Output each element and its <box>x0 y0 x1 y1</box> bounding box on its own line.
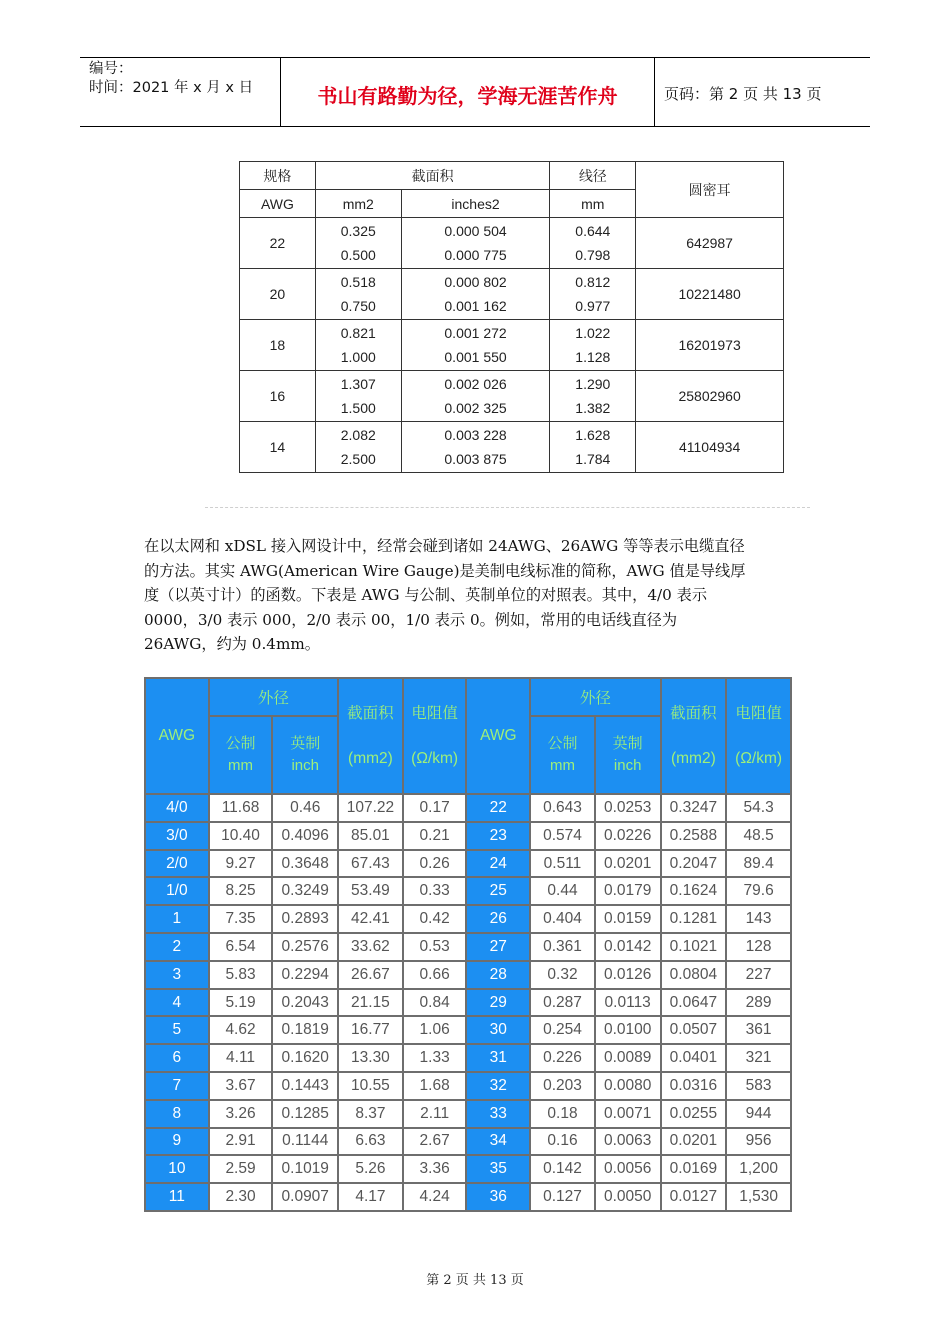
resistance-cell: 89.4 <box>727 851 790 877</box>
table-header-diameter: 线径 <box>550 162 636 190</box>
diameter-mm-cell: 0.18 <box>531 1101 594 1127</box>
table-row <box>146 934 790 960</box>
awg-cell: 32 <box>467 1073 529 1099</box>
diameter-mm-cell: 9.27 <box>210 851 272 877</box>
diameter-inch-cell: 0.0100 <box>596 1017 660 1043</box>
cell-value: 0.001 162 <box>444 298 507 314</box>
awg-description-paragraph <box>144 534 816 657</box>
awg-cell: 2 <box>146 934 208 960</box>
table-header-imperial <box>273 717 337 793</box>
resistance-cell: 0.21 <box>404 823 466 849</box>
cell-value: 0.001 272 <box>444 325 507 341</box>
resistance-cell: 0.33 <box>404 878 466 904</box>
cell-value: 1.128 <box>575 349 611 365</box>
diameter-inch-cell: 0.4096 <box>273 823 337 849</box>
diameter-inch-cell: 0.3249 <box>273 878 337 904</box>
awg-cell: 34 <box>467 1129 529 1155</box>
awg-cell: 4/0 <box>146 795 208 821</box>
cell-value: 2.500 <box>340 451 376 467</box>
cell-value: 0.000 802 <box>444 274 507 290</box>
table-header-spec: 规格 <box>240 162 316 190</box>
awg-cell: 29 <box>467 990 529 1016</box>
diameter-mm-cell: 0.127 <box>531 1184 594 1210</box>
diameter-inch-cell: 0.0126 <box>596 962 660 988</box>
diameter-cell <box>550 218 636 269</box>
diameter-mm-cell: 0.254 <box>531 1017 594 1043</box>
area-cell: 0.0169 <box>662 1156 726 1182</box>
metric-unit: mm <box>228 757 254 775</box>
area-cell: 0.0804 <box>662 962 726 988</box>
area-cell: 85.01 <box>339 823 402 849</box>
awg-cell <box>240 422 316 473</box>
awg-cell: 23 <box>467 823 529 849</box>
metric-unit: mm <box>549 757 575 775</box>
resistance-cell: 54.3 <box>727 795 790 821</box>
diameter-mm-cell: 0.32 <box>531 962 594 988</box>
cell-value: 0.977 <box>575 298 611 314</box>
table-row <box>146 851 790 877</box>
area-cell: 0.0507 <box>662 1017 726 1043</box>
circular-mils-cell <box>636 218 784 269</box>
table-header-resistance <box>404 679 466 793</box>
awg-cell: 4 <box>146 990 208 1016</box>
awg-cell: 1 <box>146 906 208 932</box>
imperial-unit: inch <box>291 757 319 775</box>
cell-value: 0.500 <box>340 247 376 263</box>
resistance-cell: 48.5 <box>727 823 790 849</box>
diameter-inch-cell: 0.0201 <box>596 851 660 877</box>
cell-value: 0.644 <box>575 223 611 239</box>
awg-cell: 10 <box>146 1156 208 1182</box>
resistance-cell: 2.11 <box>404 1101 466 1127</box>
table-header-imperial <box>596 717 660 793</box>
area-cell: 21.15 <box>339 990 402 1016</box>
diameter-inch-cell: 0.0159 <box>596 906 660 932</box>
cell-value: 20 <box>269 286 286 302</box>
paragraph-line: 在以太网和 xDSL 接入网设计中，经常会碰到诸如 24AWG、26AWG 等等表示电缆直径 <box>144 537 745 555</box>
resistance-cell: 0.42 <box>404 906 466 932</box>
table-row <box>146 1184 790 1210</box>
header-meta <box>89 60 253 98</box>
table-row <box>146 1101 790 1127</box>
diameter-mm-cell: 0.226 <box>531 1045 594 1071</box>
diameter-inch-cell: 0.46 <box>273 795 337 821</box>
table-header-metric <box>531 717 594 793</box>
area-mm2-cell <box>315 320 401 371</box>
cell-value: 16 <box>269 388 286 404</box>
area-cell: 0.2588 <box>662 823 726 849</box>
cell-value: 41104934 <box>678 439 741 455</box>
diameter-inch-cell: 0.2576 <box>273 934 337 960</box>
cell-value: 0.812 <box>575 274 611 290</box>
diameter-mm-cell: 4.11 <box>210 1045 272 1071</box>
diameter-cell <box>550 320 636 371</box>
diameter-mm-cell: 0.44 <box>531 878 594 904</box>
diameter-inch-cell: 0.0071 <box>596 1101 660 1127</box>
cell-value: 0.001 550 <box>444 349 507 365</box>
diameter-cell <box>550 371 636 422</box>
awg-cell: 3/0 <box>146 823 208 849</box>
table-row <box>146 1045 790 1071</box>
area-cell: 8.37 <box>339 1101 402 1127</box>
diameter-cell <box>550 422 636 473</box>
area-cell: 0.0255 <box>662 1101 726 1127</box>
diameter-mm-cell: 0.16 <box>531 1129 594 1155</box>
table-header-mm: mm <box>550 190 636 218</box>
diameter-mm-cell: 2.30 <box>210 1184 272 1210</box>
area-cell: 16.77 <box>339 1017 402 1043</box>
awg-cell: 30 <box>467 1017 529 1043</box>
cell-value: 0.798 <box>575 247 611 263</box>
diameter-mm-cell: 0.287 <box>531 990 594 1016</box>
table-header-inches2: inches2 <box>401 190 550 218</box>
table-header-area <box>339 679 402 793</box>
resistance-cell: 0.53 <box>404 934 466 960</box>
area-cell: 6.63 <box>339 1129 402 1155</box>
area-cell: 53.49 <box>339 878 402 904</box>
diameter-inch-cell: 0.1019 <box>273 1156 337 1182</box>
resistance-cell: 944 <box>727 1101 790 1127</box>
area-cell: 10.55 <box>339 1073 402 1099</box>
awg-cell: 2/0 <box>146 851 208 877</box>
awg-cell <box>240 371 316 422</box>
diameter-mm-cell: 0.361 <box>531 934 594 960</box>
diameter-mm-cell: 8.25 <box>210 878 272 904</box>
diameter-mm-cell: 11.68 <box>210 795 272 821</box>
awg-cell <box>240 320 316 371</box>
cell-value: 0.003 228 <box>444 427 507 443</box>
awg-cell: 26 <box>467 906 529 932</box>
resistance-cell: 956 <box>727 1129 790 1155</box>
diameter-inch-cell: 0.1144 <box>273 1129 337 1155</box>
cell-value: 1.307 <box>340 376 376 392</box>
header-motto: 书山有路勤为径，学海无涯苦作舟 <box>317 84 618 108</box>
resistance-cell: 4.24 <box>404 1184 466 1210</box>
cell-value: 0.000 504 <box>444 223 507 239</box>
resistance-cell: 289 <box>727 990 790 1016</box>
awg-cell: 31 <box>467 1045 529 1071</box>
dashed-separator <box>205 507 810 508</box>
awg-cell: 25 <box>467 878 529 904</box>
area-cell: 0.0647 <box>662 990 726 1016</box>
table-row <box>146 990 790 1016</box>
area-cell: 33.62 <box>339 934 402 960</box>
cell-value: 14 <box>269 439 286 455</box>
diameter-inch-cell: 0.0063 <box>596 1129 660 1155</box>
awg-cell <box>240 218 316 269</box>
resistance-cell: 1.33 <box>404 1045 466 1071</box>
cell-value: 0.000 775 <box>444 247 507 263</box>
cell-value: 1.500 <box>340 400 376 416</box>
area-cell: 0.2047 <box>662 851 726 877</box>
resistance-cell: 1.68 <box>404 1073 466 1099</box>
table-row <box>146 878 790 904</box>
cell-value: 16201973 <box>678 337 741 353</box>
table-header-awg: AWG <box>467 679 529 793</box>
awg-cell: 36 <box>467 1184 529 1210</box>
cell-value: 1.628 <box>575 427 611 443</box>
resistance-cell: 227 <box>727 962 790 988</box>
resistance-cell: 0.84 <box>404 990 466 1016</box>
diameter-inch-cell: 0.1285 <box>273 1101 337 1127</box>
area-cell: 0.1021 <box>662 934 726 960</box>
area-cell: 26.67 <box>339 962 402 988</box>
table-header-area <box>662 679 726 793</box>
area-cell: 0.0401 <box>662 1045 726 1071</box>
area-cell: 67.43 <box>339 851 402 877</box>
diameter-mm-cell: 0.574 <box>531 823 594 849</box>
table-header-mm2: mm2 <box>315 190 401 218</box>
cell-value: 0.821 <box>340 325 376 341</box>
resistance-cell: 1,200 <box>727 1156 790 1182</box>
table-row <box>146 1156 790 1182</box>
awg-cell <box>240 269 316 320</box>
diameter-inch-cell: 0.0226 <box>596 823 660 849</box>
area-cell: 5.26 <box>339 1156 402 1182</box>
diameter-mm-cell: 0.404 <box>531 906 594 932</box>
diameter-inch-cell: 0.0056 <box>596 1156 660 1182</box>
resistance-cell: 0.17 <box>404 795 466 821</box>
table-header-outer-diameter: 外径 <box>531 679 659 715</box>
circular-mils-cell <box>636 320 784 371</box>
diameter-mm-cell: 6.54 <box>210 934 272 960</box>
cell-value: 1.290 <box>575 376 611 392</box>
cell-value: 2.082 <box>340 427 376 443</box>
area-cell: 0.0127 <box>662 1184 726 1210</box>
awg-cell: 27 <box>467 934 529 960</box>
area-cell: 0.1281 <box>662 906 726 932</box>
area-inches2-cell <box>401 320 550 371</box>
diameter-mm-cell: 0.142 <box>531 1156 594 1182</box>
awg-cell: 9 <box>146 1129 208 1155</box>
header-divider <box>654 58 655 126</box>
cell-value: 0.002 026 <box>444 376 507 392</box>
table-row <box>146 823 790 849</box>
diameter-inch-cell: 0.2893 <box>273 906 337 932</box>
table-header-awg: AWG <box>240 190 316 218</box>
area-mm2-cell <box>315 422 401 473</box>
diameter-mm-cell: 5.83 <box>210 962 272 988</box>
diameter-inch-cell: 0.0907 <box>273 1184 337 1210</box>
table2-body <box>146 795 790 1210</box>
resistance-cell: 143 <box>727 906 790 932</box>
awg-cell: 11 <box>146 1184 208 1210</box>
header-page-label: 页码：第 2 页 共 13 页 <box>664 85 822 103</box>
cell-value: 1.382 <box>575 400 611 416</box>
area-mm2-cell <box>315 269 401 320</box>
area-unit: (mm2) <box>348 750 393 768</box>
awg-cell: 8 <box>146 1101 208 1127</box>
area-cell: 0.0316 <box>662 1073 726 1099</box>
diameter-inch-cell: 0.0113 <box>596 990 660 1016</box>
awg-cell: 6 <box>146 1045 208 1071</box>
resistance-cell: 361 <box>727 1017 790 1043</box>
diameter-mm-cell: 2.91 <box>210 1129 272 1155</box>
paragraph-line: 度（以英寸计）的函数。下表是 AWG 与公制、英制单位的对照表。其中，4/0 表示 <box>144 586 708 605</box>
table-row <box>146 906 790 932</box>
table-header-outer-diameter: 外径 <box>210 679 337 715</box>
resistance-unit: (Ω/km) <box>735 750 783 768</box>
area-mm2-cell <box>315 218 401 269</box>
resistance-cell: 0.66 <box>404 962 466 988</box>
table-header-resistance <box>727 679 790 793</box>
diameter-mm-cell: 0.511 <box>531 851 594 877</box>
table-header-awg: AWG <box>146 679 208 793</box>
diameter-inch-cell: 0.1819 <box>273 1017 337 1043</box>
diameter-mm-cell: 4.62 <box>210 1017 272 1043</box>
resistance-cell: 1.06 <box>404 1017 466 1043</box>
awg-cell: 33 <box>467 1101 529 1127</box>
diameter-mm-cell: 3.67 <box>210 1073 272 1099</box>
table-row <box>146 962 790 988</box>
diameter-inch-cell: 0.3648 <box>273 851 337 877</box>
table-row <box>146 1129 790 1155</box>
resistance-cell: 1,530 <box>727 1184 790 1210</box>
awg-cell: 3 <box>146 962 208 988</box>
area-cell: 0.3247 <box>662 795 726 821</box>
awg-cell: 7 <box>146 1073 208 1099</box>
table-row <box>146 795 790 821</box>
cell-value: 0.750 <box>340 298 376 314</box>
page-footer: 第 2 页 共 13 页 <box>426 1273 524 1288</box>
resistance-cell: 0.26 <box>404 851 466 877</box>
resistance-cell: 79.6 <box>727 878 790 904</box>
table-row <box>240 218 784 269</box>
diameter-cell <box>550 269 636 320</box>
table-row <box>240 269 784 320</box>
diameter-mm-cell: 3.26 <box>210 1101 272 1127</box>
table-row <box>146 1017 790 1043</box>
awg-cell: 24 <box>467 851 529 877</box>
awg-cell: 28 <box>467 962 529 988</box>
area-unit: (mm2) <box>670 750 716 768</box>
area-title: 截面积 <box>347 705 394 723</box>
area-inches2-cell <box>401 269 550 320</box>
table1-body <box>240 218 784 473</box>
resistance-cell: 583 <box>727 1073 790 1099</box>
area-cell: 13.30 <box>339 1045 402 1071</box>
resistance-cell: 3.36 <box>404 1156 466 1182</box>
imperial-label: 英制 <box>290 735 321 753</box>
circular-mils-cell <box>636 371 784 422</box>
paragraph-line: 的方法。其实 AWG(American Wire Gauge)是美制电线标准的简称，AWG 值是导线厚 <box>144 561 746 580</box>
cell-value: 0.518 <box>340 274 376 290</box>
table-header-metric <box>210 717 272 793</box>
cell-value: 0.325 <box>340 223 376 239</box>
resistance-title: 电阻值 <box>411 705 458 723</box>
table-row <box>146 1073 790 1099</box>
resistance-unit: (Ω/km) <box>411 750 459 768</box>
diameter-inch-cell: 0.0080 <box>596 1073 660 1099</box>
circular-mils-cell <box>636 269 784 320</box>
area-cell: 107.22 <box>339 795 402 821</box>
imperial-unit: inch <box>613 757 642 775</box>
cell-value: 642987 <box>686 235 733 251</box>
area-inches2-cell <box>401 371 550 422</box>
area-mm2-cell <box>315 371 401 422</box>
awg-cell: 5 <box>146 1017 208 1043</box>
resistance-title: 电阻值 <box>735 705 782 723</box>
diameter-inch-cell: 0.0050 <box>596 1184 660 1210</box>
awg-cell: 1/0 <box>146 878 208 904</box>
diameter-inch-cell: 0.0142 <box>596 934 660 960</box>
area-inches2-cell <box>401 422 550 473</box>
area-cell: 4.17 <box>339 1184 402 1210</box>
page-header <box>80 57 870 127</box>
metric-label: 公制 <box>547 735 578 753</box>
imperial-label: 英制 <box>612 735 643 753</box>
diameter-mm-cell: 5.19 <box>210 990 272 1016</box>
diameter-inch-cell: 0.0179 <box>596 878 660 904</box>
cell-value: 18 <box>269 337 286 353</box>
area-cell: 0.1624 <box>662 878 726 904</box>
cell-value: 25802960 <box>678 388 741 404</box>
diameter-mm-cell: 7.35 <box>210 906 272 932</box>
awg-area-table <box>239 161 784 473</box>
metric-label: 公制 <box>225 735 256 753</box>
diameter-mm-cell: 0.643 <box>531 795 594 821</box>
cell-value: 22 <box>269 235 286 251</box>
diameter-mm-cell: 2.59 <box>210 1156 272 1182</box>
diameter-inch-cell: 0.0089 <box>596 1045 660 1071</box>
circular-mils-cell <box>636 422 784 473</box>
diameter-inch-cell: 0.2043 <box>273 990 337 1016</box>
diameter-inch-cell: 0.2294 <box>273 962 337 988</box>
cell-value: 1.784 <box>575 451 611 467</box>
cell-value: 0.003 875 <box>444 451 507 467</box>
diameter-inch-cell: 0.1443 <box>273 1073 337 1099</box>
table-row <box>240 422 784 473</box>
awg-cell: 22 <box>467 795 529 821</box>
area-cell: 0.0201 <box>662 1129 726 1155</box>
diameter-inch-cell: 0.1620 <box>273 1045 337 1071</box>
header-time-label: 时间：2021 年 x 月 x 日 <box>89 80 254 96</box>
resistance-cell: 2.67 <box>404 1129 466 1155</box>
resistance-cell: 128 <box>727 934 790 960</box>
area-cell: 42.41 <box>339 906 402 932</box>
paragraph-line: 0000，3/0 表示 000，2/0 表示 00，1/0 表示 0。例如，常用的电话线直径为 <box>144 610 678 629</box>
diameter-mm-cell: 10.40 <box>210 823 272 849</box>
table-header-area: 截面积 <box>315 162 550 190</box>
table-row <box>240 371 784 422</box>
cell-value: 10221480 <box>678 286 741 302</box>
diameter-inch-cell: 0.0253 <box>596 795 660 821</box>
resistance-cell: 321 <box>727 1045 790 1071</box>
awg-conversion-table <box>144 677 792 1212</box>
cell-value: 0.002 325 <box>444 400 507 416</box>
table-header-circular-mils: 圆密耳 <box>636 162 784 218</box>
cell-value: 1.022 <box>575 325 611 341</box>
area-title: 截面积 <box>670 705 717 723</box>
cell-value: 1.000 <box>340 349 376 365</box>
paragraph-line: 26AWG，约为 0.4mm。 <box>144 635 320 654</box>
awg-cell: 35 <box>467 1156 529 1182</box>
table-row <box>240 320 784 371</box>
area-inches2-cell <box>401 218 550 269</box>
diameter-mm-cell: 0.203 <box>531 1073 594 1099</box>
header-number-label: 编号： <box>89 61 133 77</box>
